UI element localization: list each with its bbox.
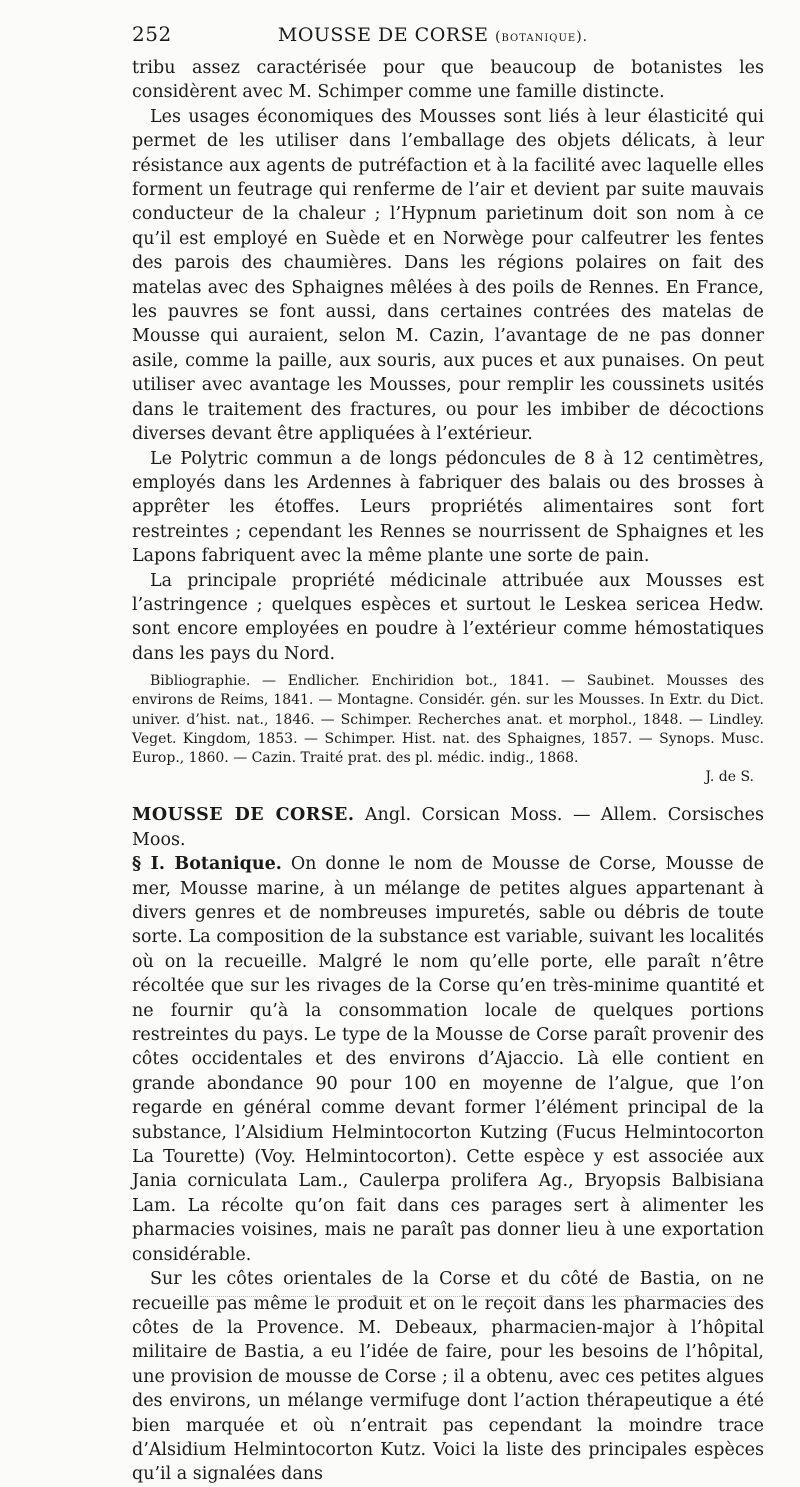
- running-title-main: MOUSSE DE CORSE: [277, 24, 489, 46]
- entry-heading-line: [132, 803, 764, 852]
- body-text: [132, 56, 764, 666]
- paragraph-medicinal: La principale propriété médicinale attribuée aux Mousses est l’astringence ; quelques espèces et surtout le Leskea sericea Hedw. sont encore employées en poudre à l’extérieur comme hémostatiques dans les pays du Nord.: [132, 570, 764, 664]
- running-title: [192, 24, 764, 46]
- entry-section-1: [132, 852, 764, 1267]
- running-header: [132, 22, 764, 56]
- entry-headword: MOUSSE DE CORSE.: [132, 805, 355, 826]
- author-signature: J. de S.: [705, 769, 754, 786]
- section-label: § I. Botanique.: [132, 854, 282, 875]
- paragraph-polytric: Le Polytric commun a de longs pédoncules de 8 à 12 centimètres, employés dans les Ardennes à fabriquer des balais ou des brosses à apprêter les étoffes. Leurs propriétés alimentaires sont fort restreintes ; cependant les Rennes se nourrissent de Sphaignes et les Lapons fabriquent avec la même plante une sorte de pain.: [132, 448, 764, 567]
- page-number: 252: [132, 22, 172, 46]
- running-title-sub: (botanique).: [495, 29, 589, 45]
- paragraph-continuation: tribu assez caractérisée pour que beaucoup de botanistes les considèrent avec M. Schimper comme une famille distincte.: [132, 58, 764, 103]
- entry-mousse-de-corse: [132, 803, 764, 1486]
- bibliography-text: Bibliographie. — Endlicher. Enchiridion bot., 1841. — Saubinet. Mousses des environs de Reims, 1841. — Montagne. Considér. gén. sur les Mousses. In Extr. du Dict. univer. d’hist. nat., 1846. — Schimper. Recherches anat. et morphol., 1848. — Lindley. Veget. Kingdom, 1853. — Schimper. Hist. nat. des Sphaignes, 1857. — Synops. Musc. Europ., 1860. — Cazin. Traité prat. des pl. médic. indig., 1868.: [132, 673, 764, 766]
- bleed-through-line: [200, 1296, 740, 1299]
- entry-paragraph-2: Sur les côtes orientales de la Corse et du côté de Bastia, on ne recueille pas même le produit et on le reçoit dans les pharmacies des côtes de la Provence. M. Debeaux, pharmacien-major à l’hôpital militaire de Bastia, a eu l’idée de faire, pour les besoins de l’hôpital, une provision de mousse de Corse ; il a obtenu, avec ces petites algues des environs, un mélange vermifuge dont l’action thérapeutique a été bien marquée et où n’entrait pas cependant la moindre trace d’Alsidium Helmintocorton Kutz. Voici la liste des principales espèces qu’il a signalées dans: [132, 1269, 764, 1485]
- bibliography: [132, 672, 764, 787]
- entry-paragraph-1: On donne le nom de Mousse de Corse, Mousse de mer, Mousse marine, à un mélange de petites algues appartenant à divers genres et de nombreuses impuretés, sable ou débris de toute sorte. La composition de la substance est variable, suivant les localités où on la recueille. Malgré le nom qu’elle porte, elle paraît n’être récoltée que sur les rivages de la Corse qu’en très-minime quantité et ne fournir qu’à la consommation locale de quelques portions restreintes du pays. Le type de la Mousse de Corse paraît provenir des côtes occidentales et des environs d’Ajaccio. Là elle contient en grande abondance 90 pour 100 en moyenne de l’algue, que l’on regarde en général comme devant former l’élément principal de la substance, l’Alsidium Helmintocorton Kutzing (Fucus Helmintocorton La Tourette) (Voy. Helmintocorton). Cette espèce y est associée aux Jania corniculata Lam., Caulerpa prolifera Ag., Bryopsis Balbisiana Lam. La récolte qu’on fait dans ces parages sert à alimenter les pharmacies voisines, mais ne paraît pas donner lieu à une exportation considérable.: [132, 854, 764, 1265]
- entry-translations: Angl. Corsican Moss. — Allem. Corsisches Moos.: [132, 805, 764, 850]
- paragraph-economic-uses: Les usages économiques des Mousses sont liés à leur élasticité qui permet de les utiliser dans l’emballage des objets délicats, à leur résistance aux agents de putréfaction et à la facilité avec laquelle elles forment un feutrage qui renferme de l’air et devient par suite mauvais conducteur de la chaleur ; l’Hypnum parietinum doit son nom à ce qu’il est employé en Suède et en Norwège pour calfeutrer les fentes des parois des chaumières. Dans les régions polaires on fait des matelas avec des Sphaignes mêlées à des poils de Rennes. En France, les pauvres se font aussi, dans certaines contrées des matelas de Mousse qui auraient, selon M. Cazin, l’avantage de ne pas donner asile, comme la paille, aux souris, aux puces et aux punaises. On peut utiliser avec avantage les Mousses, pour remplir les coussinets usités dans le traitement des fractures, ou pour les imbiber de décoctions diverses devant être appliquées à l’extérieur.: [132, 106, 764, 445]
